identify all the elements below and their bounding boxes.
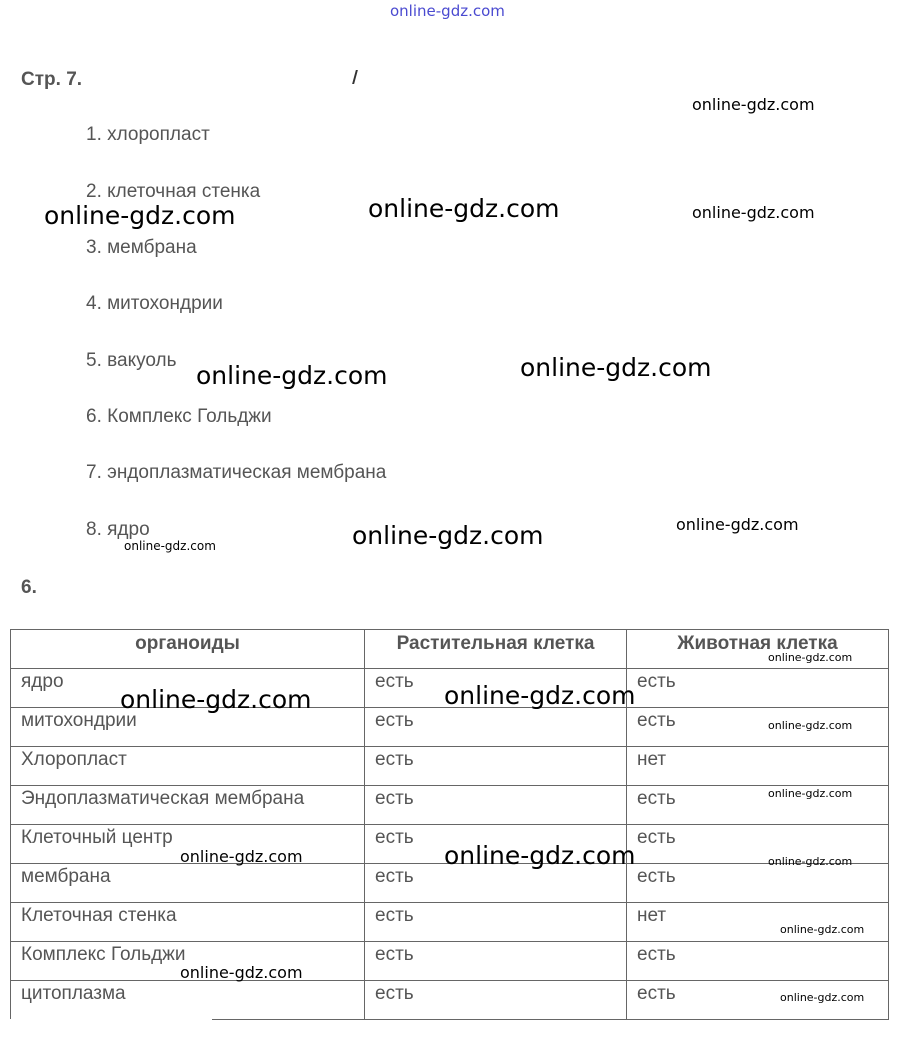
watermark: online-gdz.com	[444, 841, 636, 870]
table-row	[11, 981, 889, 1020]
watermark: online-gdz.com	[780, 923, 865, 936]
organoid-name-cell: ядро	[11, 669, 365, 708]
watermark: online-gdz.com	[180, 963, 303, 982]
watermark: online-gdz.com	[520, 353, 712, 382]
section-label: 6.	[21, 577, 37, 598]
watermark: online-gdz.com	[196, 361, 388, 390]
list-item: 1. хлоропласт	[86, 124, 210, 145]
page-heading: Стр. 7.	[21, 69, 83, 90]
watermark: online-gdz.com	[768, 787, 853, 800]
organoid-name-cell: Клеточный центр	[11, 825, 365, 864]
list-item: 7. эндоплазматическая мембрана	[86, 462, 387, 483]
table-row	[11, 942, 889, 981]
list-item: 5. вакуоль	[86, 350, 177, 371]
watermark: online-gdz.com	[124, 539, 216, 553]
watermark: online-gdz.com	[768, 719, 853, 732]
list-item: 4. митохондрии	[86, 293, 223, 314]
animal-cell-value: нет	[627, 747, 889, 786]
animal-cell-value: нет	[627, 903, 889, 942]
plant-cell-value: есть	[365, 825, 627, 864]
organoid-name-cell: цитоплазма	[11, 981, 365, 1020]
plant-cell-value: есть	[365, 669, 627, 708]
page-blank-area	[0, 1019, 212, 1029]
table-row	[11, 747, 889, 786]
watermark: online-gdz.com	[368, 194, 560, 223]
watermark: online-gdz.com	[768, 855, 853, 868]
watermark: online-gdz.com	[44, 201, 236, 230]
animal-cell-value: есть	[627, 669, 889, 708]
table-row	[11, 786, 889, 825]
watermark: online-gdz.com	[676, 515, 799, 534]
organoid-name-cell: мембрана	[11, 864, 365, 903]
animal-cell-value: есть	[627, 864, 889, 903]
animal-cell-value: есть	[627, 981, 889, 1020]
plant-cell-value: есть	[365, 747, 627, 786]
stray-mark	[352, 70, 358, 84]
organoid-name-cell: Хлоропласт	[11, 747, 365, 786]
table-row	[11, 903, 889, 942]
watermark: online-gdz.com	[352, 521, 544, 550]
organoid-name-cell: Эндоплазматическая мембрана	[11, 786, 365, 825]
organoid-name-cell: митохондрии	[11, 708, 365, 747]
list-item: 2. клеточная стенка	[86, 181, 261, 202]
watermark: online-gdz.com	[692, 203, 815, 222]
watermark: online-gdz.com	[768, 651, 853, 664]
watermark: online-gdz.com	[780, 991, 865, 1004]
watermark: online-gdz.com	[180, 847, 303, 866]
animal-cell-value: есть	[627, 786, 889, 825]
watermark: online-gdz.com	[444, 681, 636, 710]
plant-cell-value: есть	[365, 708, 627, 747]
site-header-watermark: online-gdz.com	[390, 2, 505, 20]
list-item: 6. Комплекс Гольджи	[86, 406, 272, 427]
column-header: органоиды	[11, 630, 365, 669]
animal-cell-value: есть	[627, 942, 889, 981]
watermark: online-gdz.com	[120, 685, 312, 714]
plant-cell-value: есть	[365, 942, 627, 981]
column-header: Животная клетка	[627, 630, 889, 669]
plant-cell-value: есть	[365, 981, 627, 1020]
animal-cell-value: есть	[627, 708, 889, 747]
animal-cell-value: есть	[627, 825, 889, 864]
list-item: 8. ядро	[86, 519, 150, 540]
plant-cell-value: есть	[365, 864, 627, 903]
plant-cell-value: есть	[365, 786, 627, 825]
list-item: 3. мембрана	[86, 237, 197, 258]
organoid-name-cell: Клеточная стенка	[11, 903, 365, 942]
organoid-name-cell: Комплекс Гольджи	[11, 942, 365, 981]
table-header-row	[11, 630, 889, 669]
watermark: online-gdz.com	[692, 95, 815, 114]
column-header: Растительная клетка	[365, 630, 627, 669]
plant-cell-value: есть	[365, 903, 627, 942]
